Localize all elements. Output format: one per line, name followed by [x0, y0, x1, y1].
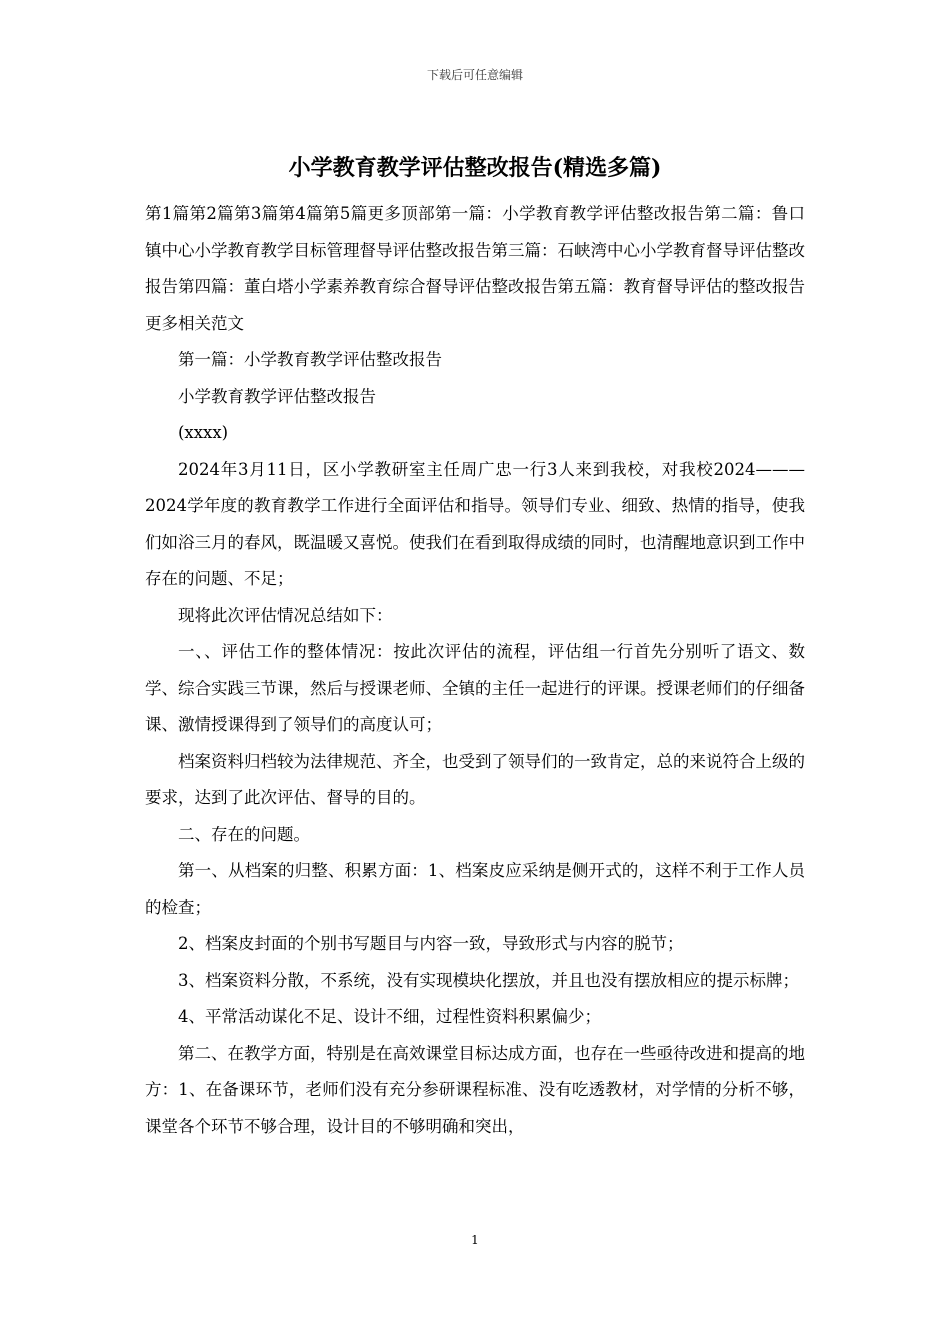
page-number: 1	[471, 1233, 479, 1247]
document-body	[145, 196, 805, 1145]
paragraph: 第二、在教学方面，特别是在高效课堂目标达成方面，也存在一些亟待改进和提高的地方：1、在备课环节，老师们没有充分参研课程标准、没有吃透教材，对学情的分析不够，课堂各个环节不够合理，设计目的不够明确和突出，	[145, 1043, 805, 1136]
paragraph: 4、平常活动谋化不足、设计不细，过程性资料积累偏少；	[178, 1007, 601, 1026]
page-header-note: 下载后可任意编辑	[426, 68, 523, 82]
paragraph: 第一、从档案的归整、积累方面：1、档案皮应采纳是侧开式的，这样不利于工作人员的检查；	[145, 861, 805, 917]
paragraph-toc: 第1篇第2篇第3篇第4篇第5篇更多顶部第一篇：小学教育教学评估整改报告第二篇：鲁口镇中心小学教育教学目标管理督导评估整改报告第三篇：石峡湾中心小学教育督导评估整改报告第四篇：董白塔小学素养教育综合督导评估整改报告第五篇：教育督导评估的整改报告更多相关范文	[145, 204, 805, 333]
document-title: 小学教育教学评估整改报告(精选多篇)	[288, 155, 662, 181]
paragraph: 一、、评估工作的整体情况：按此次评估的流程，评估组一行首先分别听了语文、数学、综合实践三节课，然后与授课老师、全镇的主任一起进行的评课。授课老师们的仔细备课、激情授课得到了领导们的高度认可；	[145, 642, 805, 734]
paragraph: 2024年3月11日，区小学教研室主任周广忠一行3人来到我校，对我校2024———2024学年度的教育教学工作进行全面评估和指导。领导们专业、细致、热情的指导，使我们如浴三月的春风，既温暖又喜悦。使我们在看到取得成绩的同时，也清醒地意识到工作中存在的问题、不足；	[145, 459, 805, 588]
paragraph: 第一篇：小学教育教学评估整改报告	[178, 350, 442, 369]
paragraph: (xxxx)	[178, 423, 229, 442]
paragraph: 小学教育教学评估整改报告	[178, 386, 376, 406]
paragraph: 3、档案资料分散，不系统，没有实现模块化摆放，并且也没有摆放相应的提示标牌；	[178, 970, 799, 990]
paragraph: 现将此次评估情况总结如下：	[178, 605, 393, 625]
paragraph: 档案资料归档较为法律规范、齐全，也受到了领导们的一致肯定，总的来说符合上级的要求，达到了此次评估、督导的目的。	[145, 751, 805, 807]
paragraph: 2、档案皮封面的个别书写题目与内容一致，导致形式与内容的脱节；	[178, 934, 684, 953]
paragraph: 二、存在的问题。	[178, 824, 310, 844]
